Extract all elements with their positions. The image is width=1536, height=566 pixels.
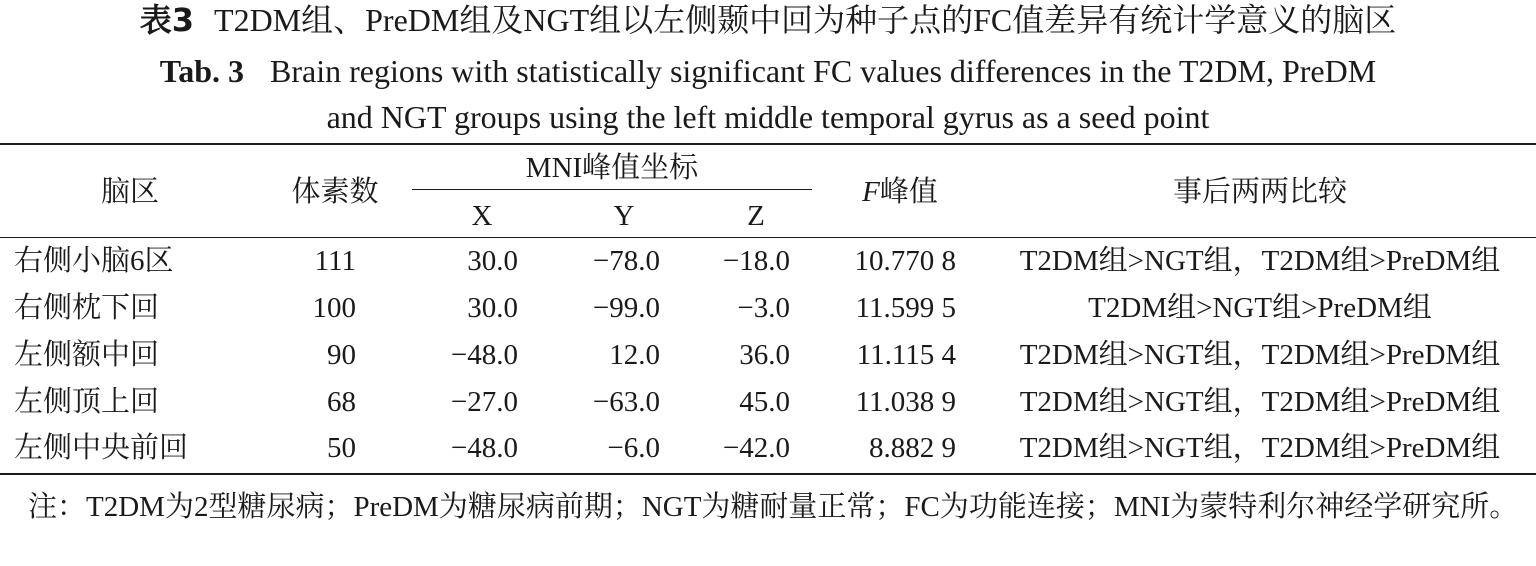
row-f: 11.038 9 (855, 386, 956, 418)
row-f: 10.770 8 (854, 245, 956, 277)
row-region: 右侧小脑6区 (14, 245, 174, 277)
header-posthoc: 事后两两比较 (1172, 176, 1347, 208)
header-f-symbol: F (862, 176, 880, 208)
row-f: 8.882 9 (869, 432, 956, 464)
row-region: 左侧额中回 (14, 339, 160, 371)
row-z: −18.0 (722, 245, 790, 277)
header-f-text: 峰值 (879, 176, 938, 208)
header-region: 脑区 (100, 176, 159, 208)
table-title-en-line1: Brain regions with statistically significant FC values differences in the T2DM, PreDM (270, 53, 1377, 89)
row-y: −6.0 (607, 432, 660, 464)
header-rule (0, 237, 1536, 238)
row-posthoc: T2DM组>NGT组，T2DM组>PreDM组 (1019, 432, 1501, 464)
row-voxels: 100 (312, 292, 356, 324)
row-y: −63.0 (592, 386, 660, 418)
table-number-cn: 表3 (139, 1, 195, 39)
bottom-rule (0, 473, 1536, 475)
row-posthoc: T2DM组>NGT组，T2DM组>PreDM组 (1019, 386, 1501, 418)
table-caption-en (0, 48, 1536, 140)
row-voxels: 50 (327, 432, 356, 464)
row-x: −27.0 (450, 386, 518, 418)
header-mni: MNI峰值坐标 (525, 152, 699, 184)
row-voxels: 90 (327, 339, 356, 371)
header-f (820, 172, 980, 212)
row-posthoc: T2DM组>NGT组>PreDM组 (1088, 292, 1432, 324)
header-voxels: 体素数 (291, 176, 379, 208)
row-z: −42.0 (722, 432, 790, 464)
row-y: −78.0 (592, 245, 660, 277)
row-posthoc: T2DM组>NGT组，T2DM组>PreDM组 (1019, 245, 1501, 277)
row-y: −99.0 (592, 292, 660, 324)
row-region: 左侧顶上回 (14, 386, 160, 418)
mni-subrule (412, 189, 812, 190)
table-caption-cn (0, 0, 1536, 40)
row-x: −48.0 (450, 432, 518, 464)
table-title-en-line2: and NGT groups using the left middle temporal gyrus as a seed point (326, 99, 1210, 135)
header-z: Z (747, 200, 765, 232)
row-voxels: 68 (327, 386, 356, 418)
row-region: 左侧中央前回 (14, 432, 189, 464)
row-x: 30.0 (467, 292, 518, 324)
row-y: 12.0 (609, 339, 660, 371)
row-f: 11.115 4 (856, 339, 956, 371)
row-voxels: 111 (314, 245, 356, 277)
row-x: 30.0 (467, 245, 518, 277)
row-region: 右侧枕下回 (14, 292, 160, 324)
header-y: Y (613, 200, 635, 232)
top-rule (0, 143, 1536, 145)
table-number-en: Tab. 3 (159, 53, 244, 89)
row-x: −48.0 (450, 339, 518, 371)
row-f: 11.599 5 (855, 292, 956, 324)
row-z: 45.0 (739, 386, 790, 418)
row-z: −3.0 (737, 292, 790, 324)
row-posthoc: T2DM组>NGT组，T2DM组>PreDM组 (1019, 339, 1501, 371)
row-z: 36.0 (739, 339, 790, 371)
table-title-cn: T2DM组、PreDM组及NGT组以左侧颞中回为种子点的FC值差异有统计学意义的脑区 (214, 2, 1397, 38)
table-note: 注：T2DM为2型糖尿病；PreDM为糖尿病前期；NGT为糖耐量正常；FC为功能连接；MNI为蒙特利尔神经学研究所。 (28, 491, 1519, 523)
header-x: X (471, 200, 493, 232)
